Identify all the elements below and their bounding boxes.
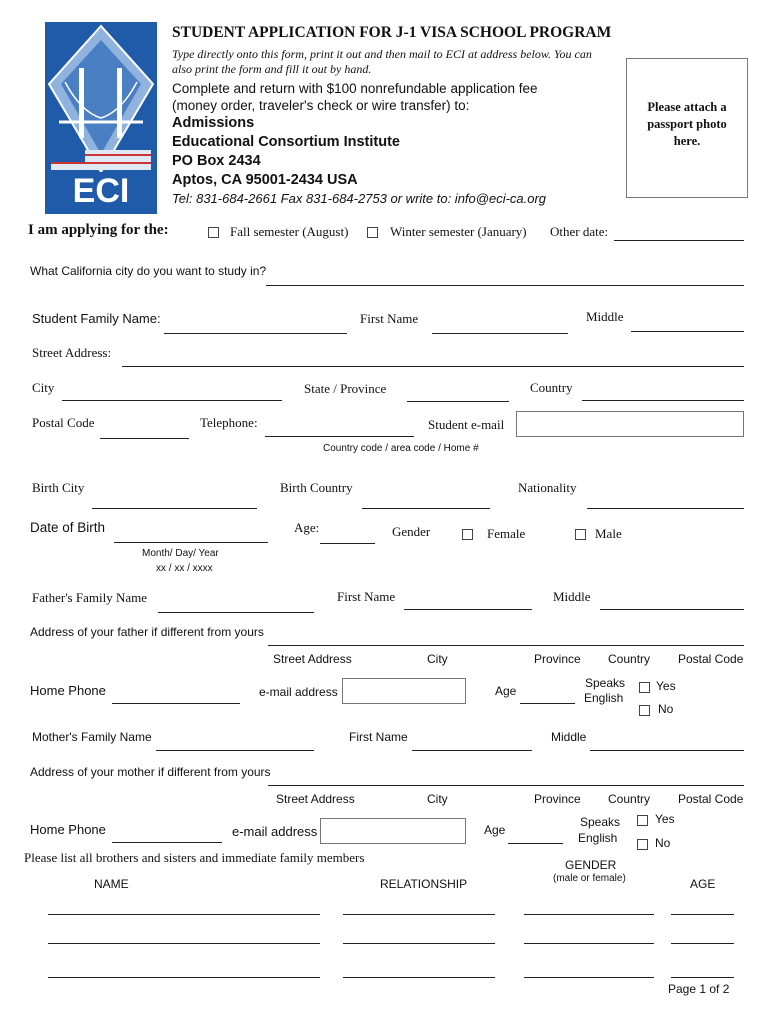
- father-first-name-label: First Name: [337, 589, 396, 604]
- photo-line-3: here.: [673, 134, 701, 148]
- fall-semester-checkbox[interactable]: [208, 227, 219, 238]
- mother-city-label: City: [427, 792, 448, 806]
- study-city-label: What California city do you want to study in?: [30, 264, 267, 278]
- father-yes-label: Yes: [656, 679, 676, 693]
- sibling-2-relationship-field[interactable]: [343, 943, 495, 944]
- address-line-2: Educational Consortium Institute: [172, 134, 400, 150]
- sibling-3-gender-field[interactable]: [524, 977, 654, 978]
- sibling-2-name-field[interactable]: [48, 943, 320, 944]
- mother-province-label: Province: [534, 792, 581, 806]
- mother-home-phone-label: Home Phone: [30, 822, 106, 837]
- siblings-age-header: AGE: [690, 877, 716, 891]
- father-family-name-field[interactable]: [158, 612, 314, 613]
- mother-country-label: Country: [608, 792, 651, 806]
- siblings-intro: Please list all brothers and sisters and immediate family members: [24, 850, 365, 865]
- birth-city-field[interactable]: [92, 508, 257, 509]
- father-address-field[interactable]: [268, 645, 744, 646]
- sibling-1-relationship-field[interactable]: [343, 914, 495, 915]
- mother-address-field[interactable]: [268, 785, 744, 786]
- father-province-label: Province: [534, 652, 581, 666]
- photo-line-1: Please attach a: [647, 100, 727, 114]
- father-family-name-label: Father's Family Name: [32, 590, 147, 605]
- student-first-name-field[interactable]: [432, 333, 568, 334]
- father-middle-label: Middle: [553, 589, 591, 604]
- father-speaks-label-1: Speaks: [585, 676, 626, 690]
- student-family-name-field[interactable]: [164, 333, 347, 334]
- other-date-field[interactable]: [614, 240, 744, 241]
- fee-line-2: (money order, traveler's check or wire transfer) to:: [172, 98, 470, 113]
- age-field[interactable]: [320, 543, 375, 544]
- mother-age-field[interactable]: [508, 843, 563, 844]
- father-middle-field[interactable]: [600, 609, 744, 610]
- student-state-label: State / Province: [304, 381, 387, 396]
- father-postal-label: Postal Code: [678, 652, 744, 666]
- male-label: Male: [595, 526, 622, 541]
- siblings-gender-header: GENDER: [565, 858, 617, 872]
- mother-family-name-field[interactable]: [156, 750, 314, 751]
- sibling-1-age-field[interactable]: [671, 914, 734, 915]
- father-home-phone-label: Home Phone: [30, 683, 106, 698]
- father-country-label: Country: [608, 652, 651, 666]
- student-email-label: Student e-mail: [428, 417, 505, 432]
- address-line-4: Aptos, CA 95001-2434 USA: [172, 172, 358, 188]
- siblings-name-header: NAME: [94, 877, 129, 891]
- mother-first-name-label: First Name: [349, 730, 408, 744]
- sibling-2-gender-field[interactable]: [524, 943, 654, 944]
- mother-family-name-label: Mother's Family Name: [32, 730, 152, 744]
- sibling-3-relationship-field[interactable]: [343, 977, 495, 978]
- page-number: Page 1 of 2: [668, 982, 730, 996]
- mother-email-field[interactable]: [320, 818, 466, 844]
- gender-label: Gender: [392, 524, 431, 539]
- mother-first-name-field[interactable]: [412, 750, 532, 751]
- mother-no-label: No: [655, 836, 671, 850]
- eci-logo: [45, 22, 157, 214]
- father-address-label: Address of your father if different from yours: [30, 625, 264, 639]
- winter-semester-label: Winter semester (January): [390, 224, 527, 239]
- student-country-label: Country: [530, 380, 573, 395]
- contact-line: Tel: 831-684-2661 Fax 831-684-2753 or write to: info@eci-ca.org: [172, 191, 547, 206]
- dob-label: Date of Birth: [30, 520, 106, 535]
- father-age-field[interactable]: [520, 703, 575, 704]
- nationality-field[interactable]: [587, 508, 744, 509]
- student-first-name-label: First Name: [360, 311, 419, 326]
- student-middle-field[interactable]: [631, 331, 744, 332]
- intro-line-1: Type directly onto this form, print it out and then mail to ECI at address below. You can: [172, 47, 592, 61]
- dob-field[interactable]: [114, 542, 268, 543]
- father-home-phone-field[interactable]: [112, 703, 240, 704]
- student-country-field[interactable]: [582, 400, 744, 401]
- age-label: Age:: [294, 520, 320, 535]
- sibling-3-name-field[interactable]: [48, 977, 320, 978]
- mother-middle-field[interactable]: [590, 750, 744, 751]
- mother-speaks-label-2: English: [578, 831, 618, 845]
- other-date-label: Other date:: [550, 224, 609, 239]
- student-middle-label: Middle: [586, 309, 624, 324]
- applying-label: I am applying for the:: [28, 222, 169, 238]
- father-email-field[interactable]: [342, 678, 466, 704]
- winter-semester-checkbox[interactable]: [367, 227, 378, 238]
- student-street-field[interactable]: [122, 366, 744, 367]
- student-postal-label: Postal Code: [32, 415, 95, 430]
- mother-street-label: Street Address: [276, 792, 355, 806]
- father-no-label: No: [658, 702, 674, 716]
- mother-age-label: Age: [484, 823, 506, 837]
- study-city-field[interactable]: [266, 285, 744, 286]
- mother-postal-label: Postal Code: [678, 792, 744, 806]
- student-street-label: Street Address:: [32, 345, 112, 360]
- intro-line-2: also print the form and fill it out by hand.: [172, 62, 372, 76]
- father-english-no-checkbox[interactable]: [639, 705, 650, 716]
- student-city-label: City: [32, 380, 55, 395]
- mother-email-label: e-mail address: [232, 824, 318, 839]
- female-checkbox[interactable]: [462, 529, 473, 540]
- father-speaks-label-2: English: [584, 691, 624, 705]
- siblings-gender-hint: (male or female): [553, 873, 626, 884]
- mother-yes-label: Yes: [655, 812, 675, 826]
- form-title: STUDENT APPLICATION FOR J-1 VISA SCHOOL PROGRAM: [172, 24, 612, 41]
- address-line-1: Admissions: [172, 115, 255, 131]
- student-state-field[interactable]: [407, 401, 509, 402]
- student-postal-field[interactable]: [100, 438, 189, 439]
- photo-line-2: passport photo: [647, 117, 727, 131]
- birth-country-label: Birth Country: [280, 480, 353, 495]
- birth-city-label: Birth City: [32, 480, 85, 495]
- fee-line-1: Complete and return with $100 nonrefundable application fee: [172, 81, 538, 96]
- father-street-label: Street Address: [273, 652, 352, 666]
- sibling-1-name-field[interactable]: [48, 914, 320, 915]
- student-telephone-label: Telephone:: [200, 415, 258, 430]
- birth-country-field[interactable]: [362, 508, 490, 509]
- mother-middle-label: Middle: [551, 730, 587, 744]
- mother-home-phone-field[interactable]: [112, 842, 222, 843]
- student-family-name-label: Student Family Name:: [32, 311, 161, 326]
- female-label: Female: [487, 526, 526, 541]
- nationality-label: Nationality: [518, 480, 577, 495]
- dob-format-hint-2: xx / xx / xxxx: [156, 563, 213, 574]
- passport-photo-box[interactable]: [626, 58, 748, 198]
- mother-speaks-label-1: Speaks: [580, 815, 621, 829]
- father-email-label: e-mail address: [259, 685, 338, 699]
- mother-english-yes-checkbox[interactable]: [637, 815, 648, 826]
- mother-address-label: Address of your mother if different from yours: [30, 765, 271, 779]
- address-line-3: PO Box 2434: [172, 153, 261, 169]
- sibling-3-age-field[interactable]: [671, 977, 734, 978]
- siblings-relationship-header: RELATIONSHIP: [380, 877, 468, 891]
- father-first-name-field[interactable]: [404, 609, 532, 610]
- logo-text: ECI: [72, 172, 130, 210]
- male-checkbox[interactable]: [575, 529, 586, 540]
- student-telephone-field[interactable]: [265, 436, 414, 437]
- sibling-2-age-field[interactable]: [671, 943, 734, 944]
- father-age-label: Age: [495, 684, 517, 698]
- father-english-yes-checkbox[interactable]: [639, 682, 650, 693]
- phone-format-hint: Country code / area code / Home #: [323, 443, 479, 454]
- dob-format-hint-1: Month/ Day/ Year: [142, 548, 219, 559]
- student-city-field[interactable]: [62, 400, 282, 401]
- mother-english-no-checkbox[interactable]: [637, 839, 648, 850]
- sibling-1-gender-field[interactable]: [524, 914, 654, 915]
- student-email-field[interactable]: [516, 411, 744, 437]
- father-city-label: City: [427, 652, 448, 666]
- fall-semester-label: Fall semester (August): [230, 224, 349, 239]
